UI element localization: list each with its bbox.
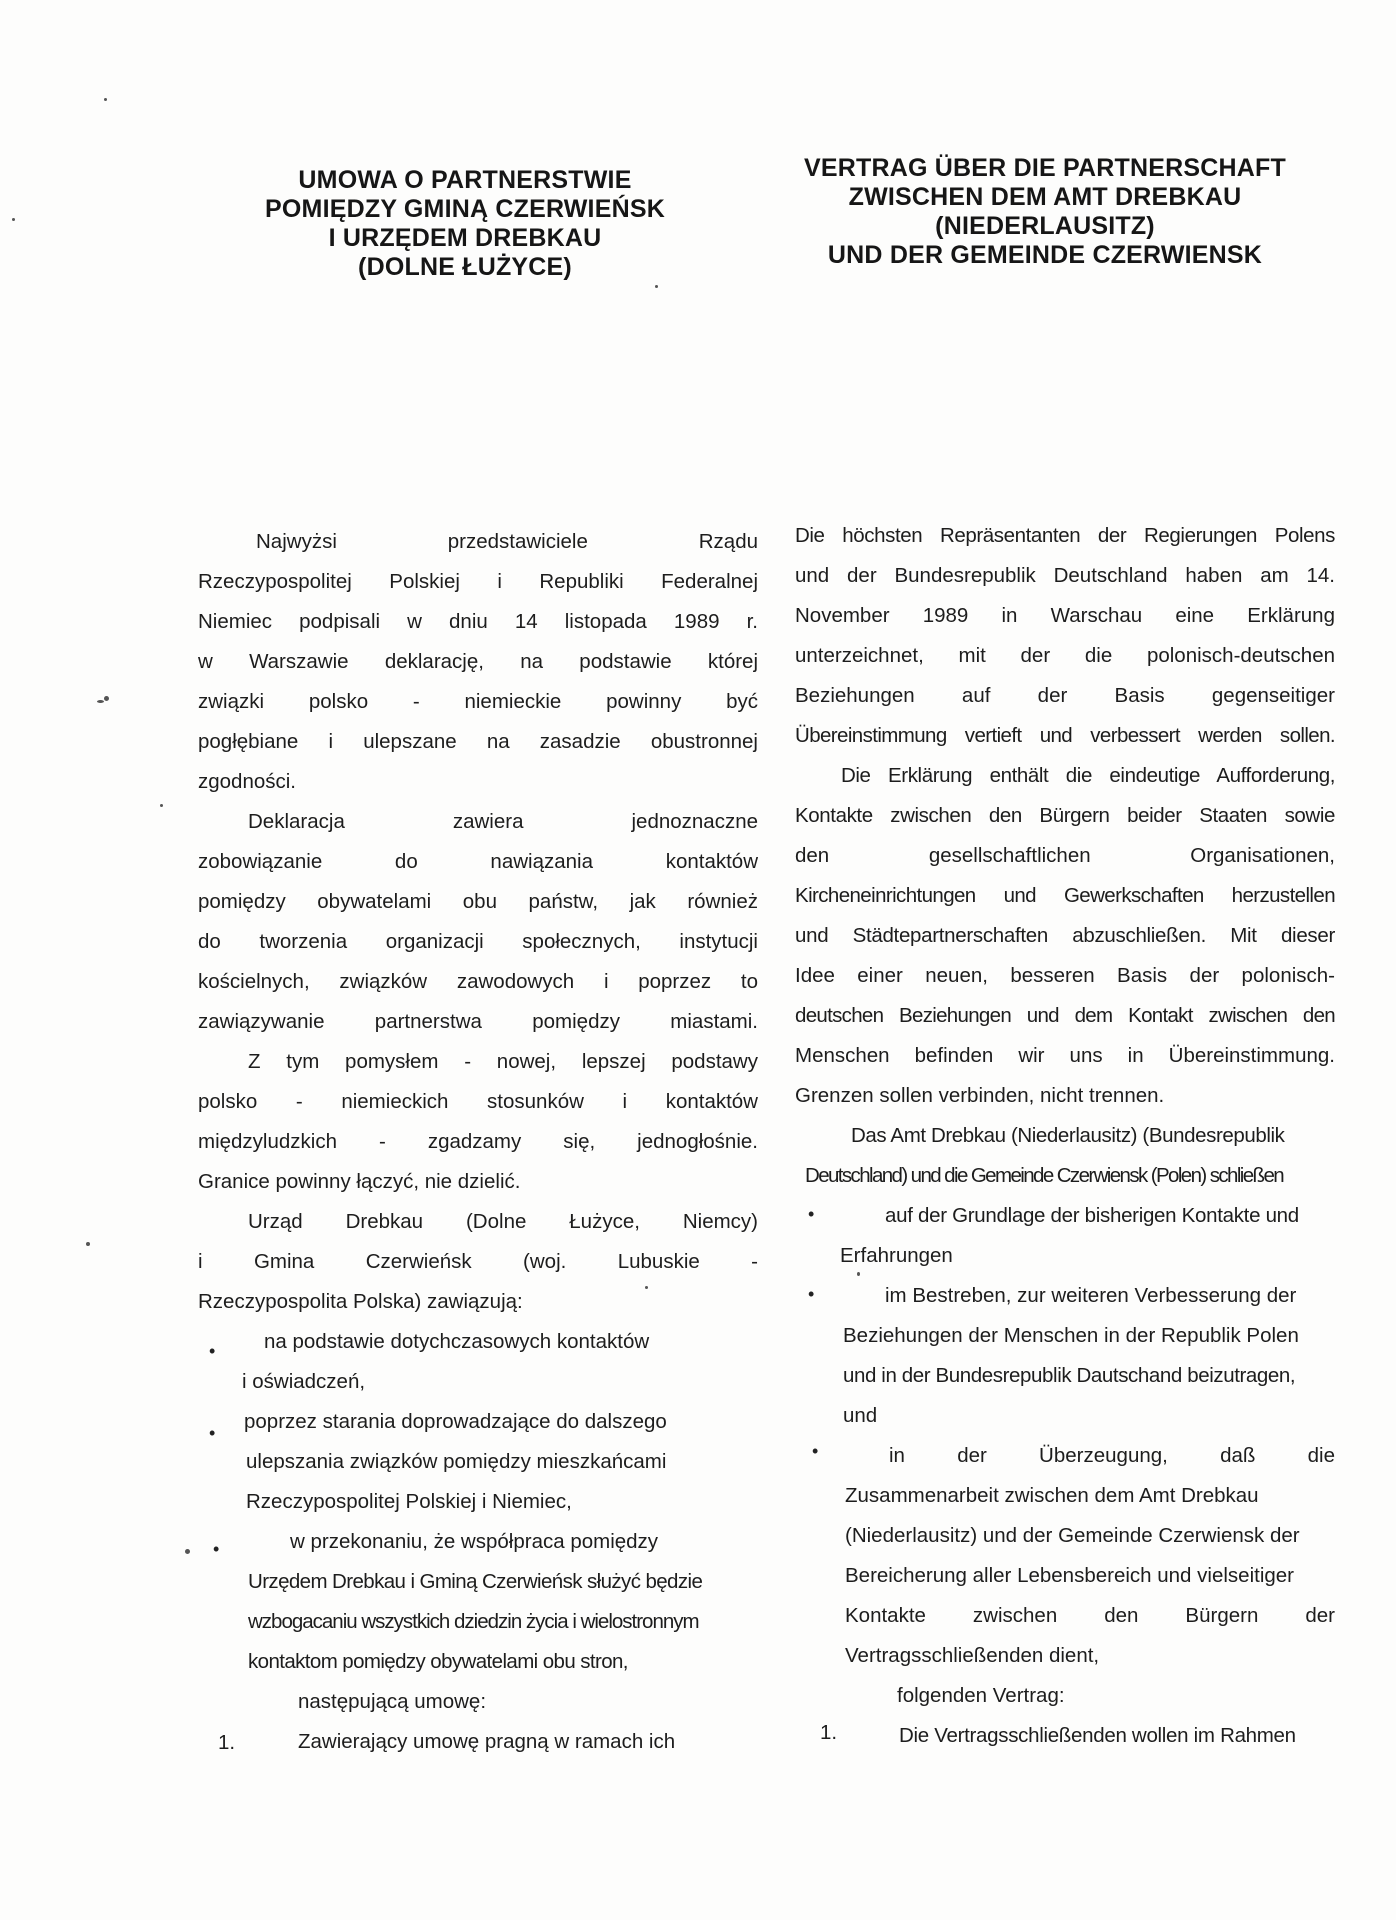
german-text-line: und (843, 1404, 878, 1427)
polish-item-number: 1. (218, 1731, 236, 1754)
german-text-line: Zusammenarbeit zwischen dem Amt Drebkau (845, 1484, 1259, 1507)
polish-text-line: Urzędem Drebkau i Gminą Czerwieńsk służyć będzie (248, 1570, 703, 1593)
german-text-line: Menschen befinden wir uns in Übereinstimmung. (795, 1044, 1335, 1067)
polish-text-line: Urząd Drebkau (Dolne Łużyce, Niemcy) (248, 1210, 758, 1233)
german-text-line: Deutschland) und die Gemeinde Czerwiensk (Polen) schließen (805, 1164, 1284, 1187)
scan-speck (185, 1549, 190, 1554)
german-text-line: (Niederlausitz) und der Gemeinde Czerwiensk der (845, 1524, 1300, 1547)
polish-text-line: kościelnych, związków zawodowych i poprzez to (198, 970, 758, 993)
polish-text-line: do tworzenia organizacji społecznych, instytucji (198, 930, 758, 953)
german-bullet: • (808, 1284, 815, 1304)
german-text-line: Idee einer neuen, besseren Basis der polonisch- (795, 964, 1335, 987)
polish-text-line: związki polsko - niemieckie powinny być (198, 690, 758, 713)
polish-text-line: Granice powinny łączyć, nie dzielić. (198, 1170, 521, 1193)
polish-bullet: • (209, 1341, 216, 1361)
german-text-line: Grenzen sollen verbinden, nicht trennen. (795, 1084, 1165, 1107)
polish-text-line: kontaktom pomiędzy obywatelami obu stron, (248, 1650, 628, 1673)
german-text-line: auf der Grundlage der bisherigen Kontakte und (885, 1204, 1299, 1227)
polish-text-line: pogłębiane i ulepszane na zasadzie obustronnej (198, 730, 758, 753)
german-text-line: Die Erklärung enthält die eindeutige Aufforderung, (841, 764, 1335, 787)
polish-text-line: międzyludzkich - zgadzamy się, jednogłośnie. (198, 1130, 758, 1153)
german-text-line: Kontakte zwischen den Bürgern der (845, 1604, 1335, 1627)
polish-text-line: poprzez starania doprowadzające do dalszego (244, 1410, 667, 1433)
german-bullet: • (812, 1441, 819, 1461)
polish-text-line: Niemiec podpisali w dniu 14 listopada 1989 r. (198, 610, 758, 633)
german-bullet: • (808, 1204, 815, 1224)
german-text-line: im Bestreben, zur weiteren Verbesserung der (885, 1284, 1297, 1307)
polish-text-line: Z tym pomysłem - nowej, lepszej podstawy (248, 1050, 758, 1073)
polish-text-line: Rzeczypospolita Polska) zawiązują: (198, 1290, 523, 1313)
polish-text-line: w przekonaniu, że współpraca pomiędzy (290, 1530, 659, 1553)
scan-speck (97, 700, 104, 703)
polish-text-line: i Gmina Czerwieńsk (woj. Lubuskie - (198, 1250, 758, 1273)
german-text-line: Beziehungen auf der Basis gegenseitiger (795, 684, 1335, 707)
scan-speck (86, 1242, 90, 1246)
german-text-line: Übereinstimmung vertieft und verbessert werden sollen. (795, 724, 1335, 747)
german-text-line: und der Bundesrepublik Deutschland haben am 14. (795, 564, 1335, 587)
scan-speck (104, 98, 107, 101)
polish-text-line: i oświadczeń, (242, 1370, 366, 1393)
polish-text-line: wzbogacaniu wszystkich dziedzin życia i wielostronnym (248, 1610, 699, 1633)
german-title-line: UND DER GEMEINDE CZERWIENSK (827, 241, 1263, 269)
polish-text-line: następującą umowę: (298, 1690, 487, 1713)
german-title-line: ZWISCHEN DEM AMT DREBKAU (848, 183, 1242, 211)
german-text-line: und Städtepartnerschaften abzuschließen. Mit dieser (795, 924, 1335, 947)
german-title-line: (NIEDERLAUSITZ) (935, 212, 1155, 240)
polish-text-line: w Warszawie deklarację, na podstawie której (198, 650, 758, 673)
polish-title-line: UMOWA O PARTNERSTWIE (298, 166, 632, 194)
polish-text-line: pomiędzy obywatelami obu państw, jak również (198, 890, 758, 913)
german-text-line: unterzeichnet, mit der die polonisch-deutschen (795, 644, 1335, 667)
polish-title (230, 166, 700, 282)
german-text-line: Die höchsten Repräsentanten der Regierungen Polens (795, 524, 1335, 547)
scan-speck (12, 218, 15, 221)
scan-speck (104, 696, 109, 701)
german-text-line: Beziehungen der Menschen in der Republik Polen (843, 1324, 1299, 1347)
polish-title-line: (DOLNE ŁUŻYCE) (358, 253, 572, 281)
german-text-line: den gesellschaftlichen Organisationen, (795, 844, 1335, 867)
scan-speck (655, 285, 658, 288)
german-text-line: Bereicherung aller Lebensbereich und vielseitiger (845, 1564, 1294, 1587)
german-text-line: Kircheneinrichtungen und Gewerkschaften herzustellen (795, 884, 1335, 907)
german-text-line: und in der Bundesrepublik Dautschand beizutragen, (843, 1364, 1296, 1387)
german-text-line: Vertragsschließenden dient, (845, 1644, 1100, 1667)
german-text-line: Das Amt Drebkau (Niederlausitz) (Bundesrepublik (851, 1124, 1285, 1147)
polish-text-line: zobowiązanie do nawiązania kontaktów (198, 850, 758, 873)
polish-text-line: Rzeczypospolitej Polskiej i Republiki Federalnej (198, 570, 758, 593)
polish-title-line: I URZĘDEM DREBKAU (328, 224, 602, 252)
polish-text-line: zgodności. (198, 770, 297, 793)
polish-bullet: • (209, 1423, 216, 1443)
polish-bullet: • (213, 1539, 220, 1559)
scan-speck (160, 804, 163, 807)
german-text-line: Die Vertragsschließenden wollen im Rahmen (899, 1724, 1296, 1747)
polish-text-line: na podstawie dotychczasowych kontaktów (264, 1330, 650, 1353)
german-text-line: deutschen Beziehungen und dem Kontakt zwischen den (795, 1004, 1335, 1027)
german-title-line: VERTRAG ÜBER DIE PARTNERSCHAFT (804, 154, 1286, 182)
polish-text-column (198, 522, 758, 1762)
polish-title-line: POMIĘDZY GMINĄ CZERWIEŃSK (265, 195, 665, 223)
german-text-line: November 1989 in Warschau eine Erklärung (795, 604, 1335, 627)
german-title (785, 154, 1305, 270)
polish-text-line: ulepszania związków pomiędzy mieszkańcami (246, 1450, 667, 1473)
german-text-line: Kontakte zwischen den Bürgern beider Staaten sowie (795, 804, 1335, 827)
polish-text-line: Rzeczypospolitej Polskiej i Niemiec, (246, 1490, 572, 1513)
german-text-line: folgenden Vertrag: (897, 1684, 1065, 1707)
polish-text-line: Deklaracja zawiera jednoznaczne (248, 810, 758, 833)
german-item-number: 1. (820, 1721, 838, 1744)
polish-text-line: Najwyżsi przedstawiciele Rządu (256, 530, 758, 553)
polish-text-line: zawiązywanie partnerstwa pomiędzy miastami. (198, 1010, 758, 1033)
german-text-line: Erfahrungen (840, 1244, 953, 1267)
german-text-line: in der Überzeugung, daß die (889, 1444, 1335, 1467)
polish-text-line: Zawierający umowę pragną w ramach ich (298, 1730, 676, 1753)
german-text-column (795, 516, 1335, 1756)
polish-text-line: polsko - niemieckich stosunków i kontaktów (198, 1090, 758, 1113)
